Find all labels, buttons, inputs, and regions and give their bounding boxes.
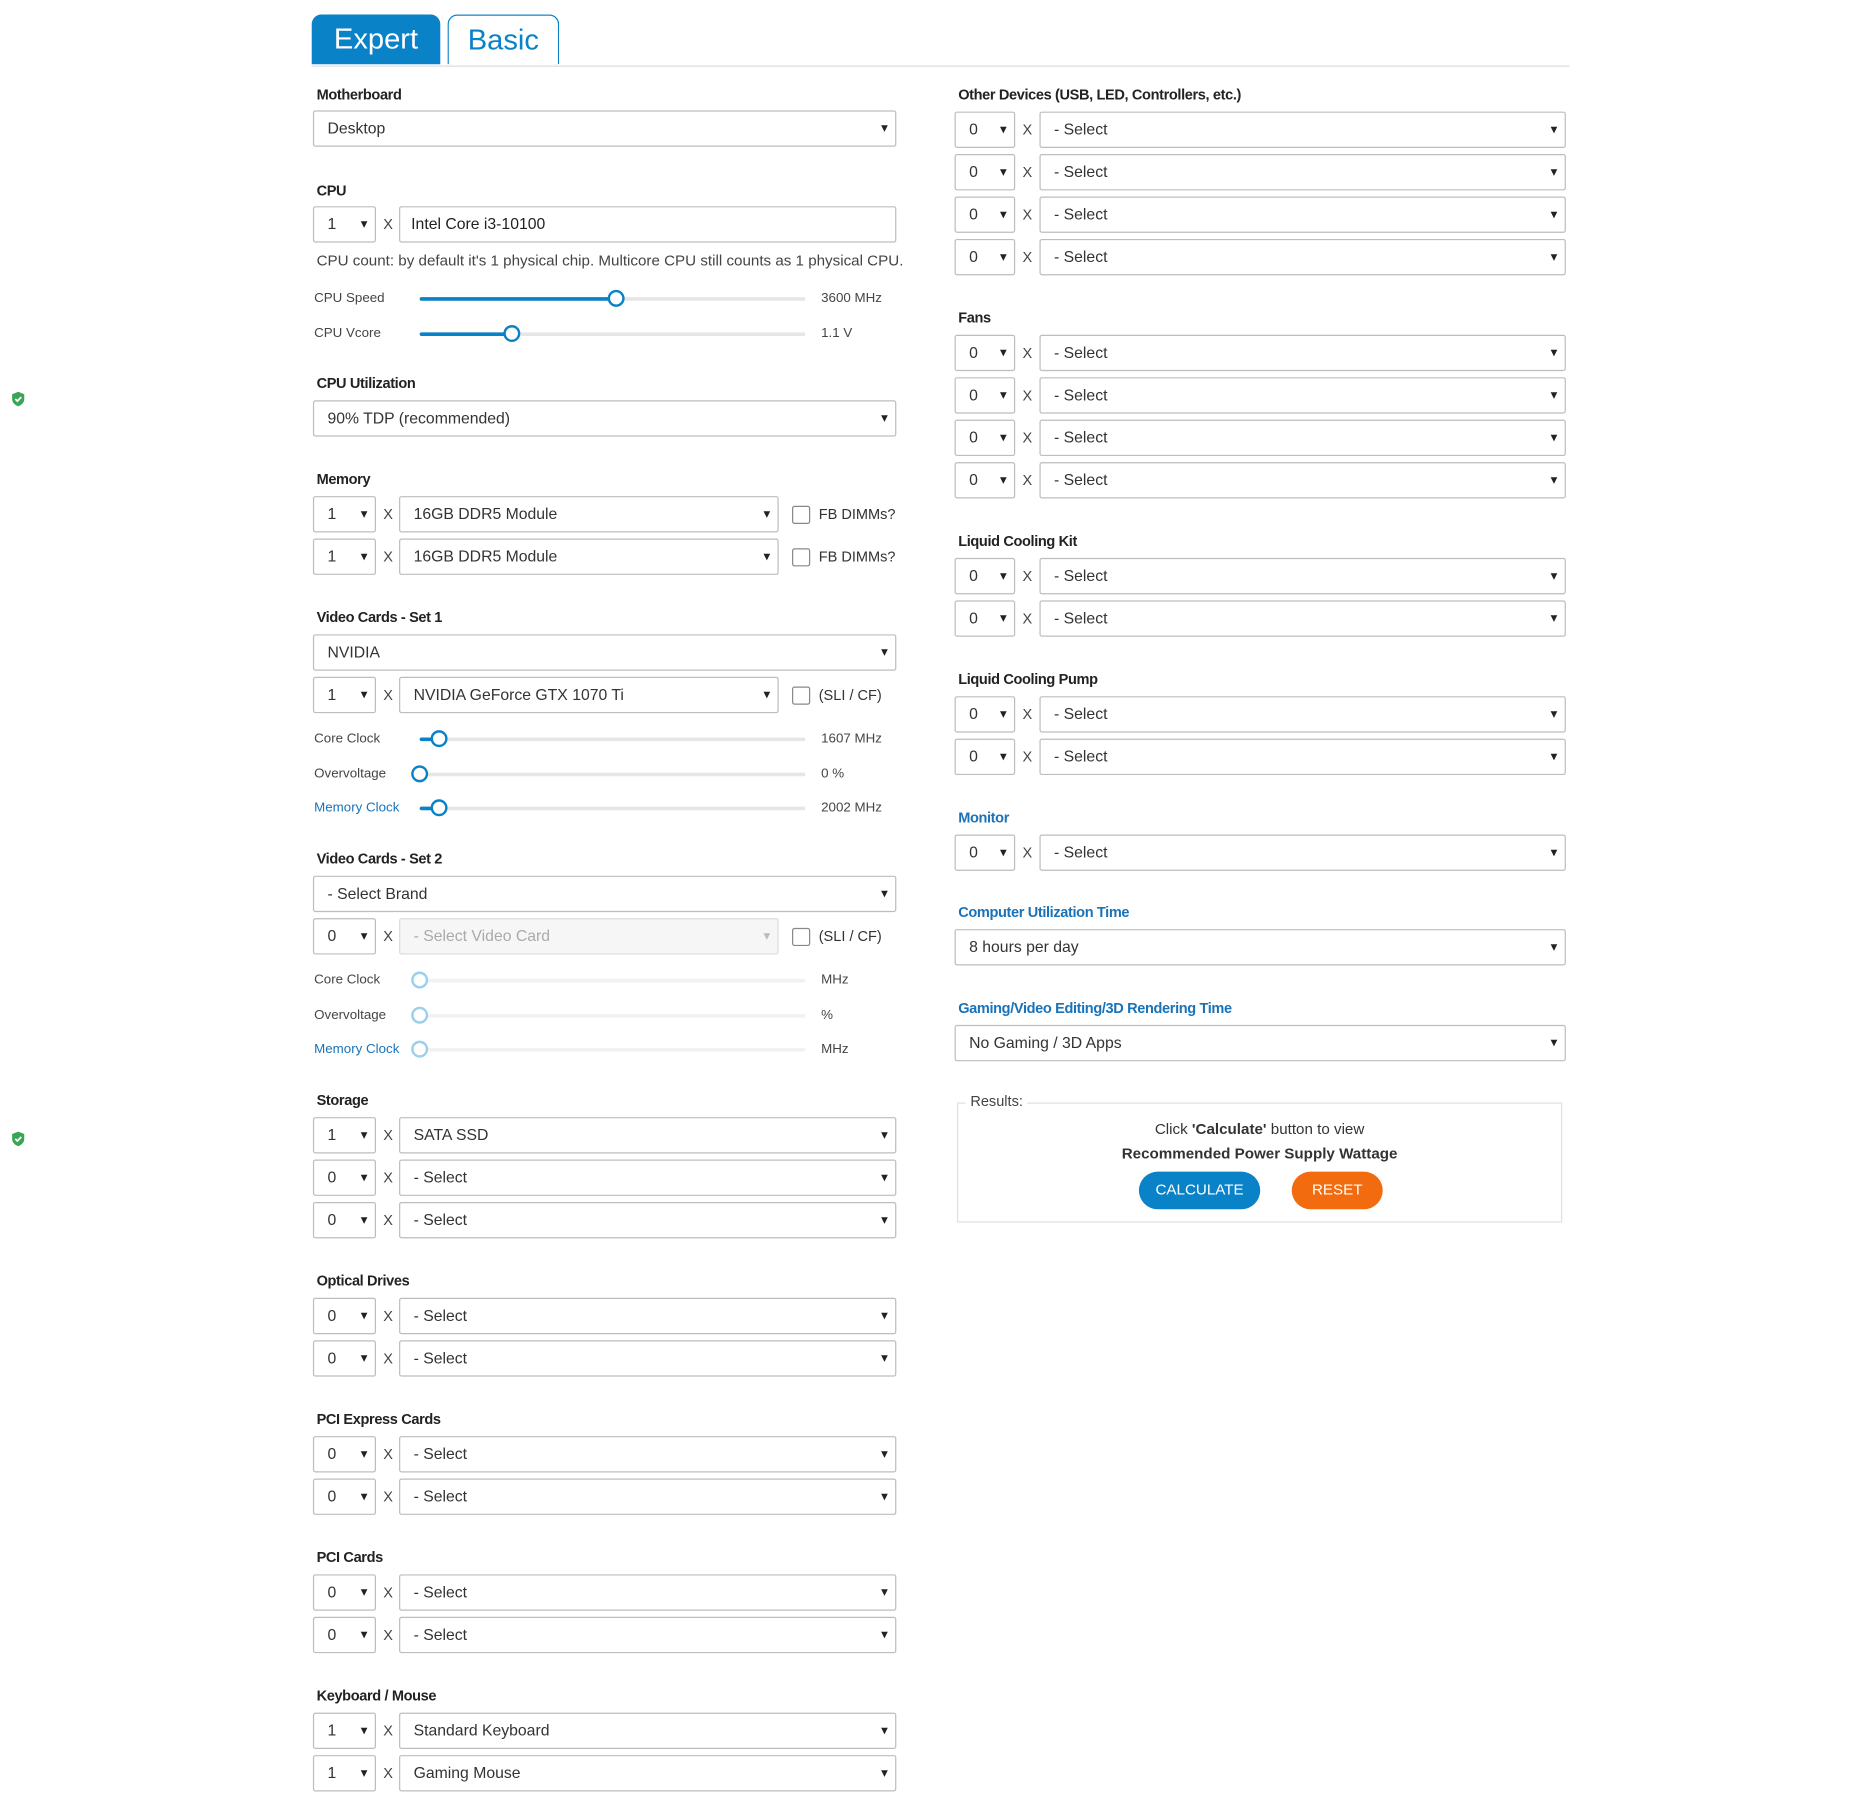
results-instruction (958, 1121, 1561, 1138)
lcp-count-select[interactable] (955, 739, 1016, 775)
fans-count-select[interactable] (955, 335, 1016, 371)
fans-item-value: - Select (1054, 470, 1108, 489)
sli-cf-checkbox[interactable] (792, 687, 810, 705)
fans-count-value: 0 (969, 470, 978, 489)
pcie-count-select[interactable] (313, 1436, 376, 1472)
other-count-value: 0 (969, 162, 978, 181)
lcp-count-value: 0 (969, 704, 978, 723)
pci-count-value: 0 (327, 1625, 337, 1644)
vc2-count-select[interactable] (313, 918, 376, 954)
calculate-button[interactable]: CALCULATE (1139, 1172, 1260, 1210)
chevron-down-icon: ▾ (999, 707, 1007, 722)
instruction-text: button to view (1266, 1120, 1365, 1138)
gaming-time-value: No Gaming / 3D Apps (969, 1033, 1122, 1052)
vc2-overvoltage-value: % (821, 1007, 833, 1023)
fans-count-select[interactable] (955, 377, 1016, 413)
optical-count-value: 0 (327, 1306, 337, 1325)
pci-count-select[interactable] (313, 1574, 376, 1610)
other-count-value: 0 (969, 247, 978, 266)
other-title: Other Devices (USB, LED, Controllers, etc.) (958, 86, 1242, 104)
chevron-down-icon: ▾ (1550, 568, 1558, 584)
optical-item-value: - Select (413, 1348, 468, 1367)
fans-item-value: - Select (1054, 385, 1108, 404)
times-sign: X (383, 548, 393, 566)
vc2-count-value: 0 (327, 926, 337, 945)
cpu-utilization-value: 90% TDP (recommended) (327, 408, 511, 427)
slider-handle[interactable] (608, 290, 625, 307)
vc2-brand-value: - Select Brand (327, 884, 428, 903)
fb-dimms-label: FB DIMMs? (818, 548, 896, 566)
pcie-count-value: 0 (327, 1444, 337, 1463)
mode-tabs (312, 15, 1570, 67)
pci-count-select[interactable] (313, 1617, 376, 1653)
fans-count-select[interactable] (955, 420, 1016, 456)
times-sign: X (1022, 386, 1033, 404)
fans-item-select[interactable] (1039, 377, 1565, 413)
motherboard-value: Desktop (327, 118, 386, 138)
lck-title: Liquid Cooling Kit (958, 532, 1077, 550)
times-sign: X (383, 1169, 393, 1187)
monitor-count-value: 0 (969, 842, 978, 862)
lck-item-select[interactable] (1039, 600, 1565, 636)
vc2-memory-clock-slider[interactable] (420, 1048, 806, 1052)
vc1-count-select[interactable] (313, 677, 376, 713)
memory-count-value: 1 (327, 547, 337, 566)
chevron-down-icon: ▾ (1550, 611, 1558, 626)
chevron-down-icon: ▾ (999, 164, 1007, 180)
chevron-down-icon: ▾ (881, 1170, 888, 1186)
chevron-down-icon: ▾ (881, 1627, 888, 1643)
memory-count-value: 1 (327, 504, 337, 523)
storage-count-select[interactable] (313, 1117, 376, 1153)
vc2-card-select (399, 918, 779, 954)
gaming-time-title: Gaming/Video Editing/3D Rendering Time (958, 999, 1232, 1017)
storage-item-select[interactable] (399, 1202, 896, 1238)
reset-button[interactable]: RESET (1292, 1172, 1383, 1210)
video-cards-set1-title: Video Cards - Set 1 (316, 608, 443, 626)
chevron-down-icon: ▾ (881, 1585, 888, 1600)
vc1-card-value: NVIDIA GeForce GTX 1070 Ti (413, 685, 624, 704)
cpu-utilization-title: CPU Utilization (316, 374, 416, 392)
chevron-down-icon: ▾ (360, 549, 368, 564)
chevron-down-icon: ▾ (360, 1446, 368, 1462)
memory-module-select[interactable] (399, 496, 779, 532)
chevron-down-icon: ▾ (360, 1170, 368, 1186)
lcp-title: Liquid Cooling Pump (958, 670, 1098, 688)
chevron-down-icon: ▾ (1550, 430, 1558, 446)
chevron-down-icon: ▾ (881, 1489, 888, 1504)
cpu-speed-value: 3600 MHz (821, 291, 882, 306)
chevron-down-icon: ▾ (1550, 249, 1558, 265)
times-sign: X (383, 1445, 393, 1463)
times-sign: X (383, 1307, 393, 1325)
lck-count-select[interactable] (955, 558, 1016, 594)
slider-handle[interactable] (504, 325, 521, 342)
chevron-down-icon: ▾ (881, 121, 888, 136)
chevron-down-icon: ▾ (360, 1723, 368, 1739)
fans-item-select[interactable] (1039, 420, 1565, 456)
times-sign: X (383, 1488, 393, 1506)
chevron-down-icon: ▾ (360, 1627, 368, 1643)
storage-count-select[interactable] (313, 1202, 376, 1238)
shield-check-icon (10, 1130, 27, 1147)
times-sign: X (383, 1626, 393, 1644)
other-count-select[interactable] (955, 239, 1016, 275)
fans-item-select[interactable] (1039, 335, 1565, 371)
memory-module-value: 16GB DDR5 Module (413, 504, 558, 523)
chevron-down-icon: ▾ (881, 1765, 888, 1781)
vc2-memory-clock-value: MHz (821, 1041, 849, 1057)
video-cards-set2-title: Video Cards - Set 2 (316, 850, 443, 868)
chevron-down-icon: ▾ (763, 687, 771, 703)
optical-item-value: - Select (413, 1306, 468, 1325)
optical-item-select[interactable] (399, 1340, 896, 1376)
fans-item-value: - Select (1054, 428, 1108, 447)
slider-handle[interactable] (411, 1007, 428, 1024)
pcie-title: PCI Express Cards (316, 1410, 441, 1428)
chevron-down-icon: ▾ (881, 886, 888, 902)
cpu-vcore-label: CPU Vcore (314, 326, 381, 341)
chevron-down-icon: ▾ (360, 1489, 368, 1504)
motherboard-select[interactable] (313, 110, 896, 146)
cpu-count-note: CPU count: by default it's 1 physical chip. Multicore CPU still counts as 1 physical CPU. (316, 252, 904, 270)
pci-item-value: - Select (413, 1582, 468, 1602)
lck-item-select[interactable] (1039, 558, 1565, 594)
monitor-item-value: - Select (1054, 842, 1108, 862)
tab-basic[interactable]: Basic (448, 15, 560, 65)
lck-count-value: 0 (969, 566, 978, 585)
pci-count-value: 0 (327, 1582, 337, 1602)
chevron-down-icon: ▾ (1550, 473, 1558, 488)
cpu-vcore-slider[interactable] (420, 332, 806, 336)
chevron-down-icon: ▾ (1550, 164, 1558, 180)
pcie-count-select[interactable] (313, 1479, 376, 1515)
lck-item-value: - Select (1054, 608, 1108, 628)
times-sign: X (383, 1584, 393, 1602)
chevron-down-icon: ▾ (360, 1585, 368, 1600)
chevron-down-icon: ▾ (999, 430, 1007, 446)
times-sign: X (383, 1126, 393, 1144)
times-sign: X (1022, 344, 1033, 362)
chevron-down-icon: ▾ (360, 506, 368, 522)
cpu-model-input[interactable]: Intel Core i3-10100 (399, 206, 896, 242)
chevron-down-icon: ▾ (881, 1212, 888, 1228)
memory-count-select[interactable] (313, 496, 376, 532)
utilization-time-value: 8 hours per day (969, 937, 1079, 956)
chevron-down-icon: ▾ (881, 645, 888, 660)
results-panel (957, 1092, 1562, 1223)
vc2-core-clock-slider[interactable] (420, 979, 806, 983)
chevron-down-icon: ▾ (999, 473, 1007, 488)
kbm-item-select[interactable] (399, 1755, 896, 1791)
kbm-count-value: 1 (327, 1721, 337, 1740)
chevron-down-icon: ▾ (999, 388, 1007, 403)
fb-dimms-label: FB DIMMs? (818, 505, 896, 523)
other-item-select[interactable] (1039, 196, 1565, 232)
vc2-memory-clock-label[interactable]: Memory Clock (314, 1041, 400, 1057)
chevron-down-icon: ▾ (999, 207, 1007, 222)
other-count-select[interactable] (955, 112, 1016, 148)
optical-title: Optical Drives (316, 1272, 410, 1290)
memory-module-value: 16GB DDR5 Module (413, 547, 558, 566)
times-sign: X (383, 686, 393, 704)
memory-count-select[interactable] (313, 539, 376, 575)
times-sign: X (1022, 248, 1033, 266)
times-sign: X (1022, 567, 1033, 585)
lck-count-select[interactable] (955, 600, 1016, 636)
storage-item-select[interactable] (399, 1117, 896, 1153)
vc2-card-value: - Select Video Card (413, 926, 551, 945)
kbm-count-select[interactable] (313, 1713, 376, 1749)
slider-handle[interactable] (411, 765, 428, 782)
optical-count-select[interactable] (313, 1340, 376, 1376)
chevron-down-icon: ▾ (881, 1351, 888, 1366)
times-sign: X (383, 505, 393, 523)
shield-check-icon (10, 391, 27, 408)
fans-title: Fans (958, 309, 991, 327)
chevron-down-icon: ▾ (360, 1212, 368, 1228)
memory-module-select[interactable] (399, 539, 779, 575)
chevron-down-icon: ▾ (999, 345, 1007, 361)
storage-item-value: - Select (413, 1210, 468, 1229)
times-sign: X (383, 927, 393, 945)
other-item-select[interactable] (1039, 112, 1565, 148)
times-sign: X (383, 1764, 393, 1782)
chevron-down-icon: ▾ (999, 611, 1007, 626)
monitor-count-select[interactable] (955, 834, 1016, 870)
chevron-down-icon: ▾ (1550, 1035, 1558, 1051)
kbm-count-value: 1 (327, 1763, 337, 1782)
vc2-core-clock-value: MHz (821, 972, 849, 988)
times-sign: X (383, 1211, 393, 1229)
times-sign: X (1022, 429, 1033, 447)
other-item-select[interactable] (1039, 154, 1565, 190)
results-heading: Recommended Power Supply Wattage (1121, 1144, 1398, 1162)
sli-cf-label: (SLI / CF) (818, 927, 882, 945)
chevron-down-icon: ▾ (763, 549, 771, 564)
cpu-utilization-select[interactable] (313, 400, 896, 436)
lcp-item-value: - Select (1054, 704, 1108, 723)
cpu-speed-label: CPU Speed (314, 291, 385, 306)
storage-title: Storage (316, 1091, 369, 1109)
vc1-overvoltage-value: 0 % (821, 766, 845, 782)
pcie-item-select[interactable] (399, 1436, 896, 1472)
vc1-count-value: 1 (327, 685, 337, 704)
chevron-down-icon: ▾ (360, 1765, 368, 1781)
lck-count-value: 0 (969, 608, 978, 628)
lcp-count-value: 0 (969, 747, 978, 766)
chevron-down-icon: ▾ (1550, 749, 1558, 765)
fans-count-value: 0 (969, 343, 978, 362)
pci-item-select[interactable] (399, 1617, 896, 1653)
vc1-overvoltage-label: Overvoltage (314, 766, 387, 782)
results-legend: Results: (965, 1093, 1027, 1110)
vc1-overvoltage-slider[interactable] (420, 773, 806, 777)
chevron-down-icon: ▾ (881, 1308, 888, 1324)
other-item-value: - Select (1054, 162, 1108, 181)
monitor-title: Monitor (958, 809, 1010, 826)
kbm-count-select[interactable] (313, 1755, 376, 1791)
vc2-brand-select[interactable] (313, 876, 896, 912)
chevron-down-icon: ▾ (1550, 345, 1558, 361)
cpu-speed-slider[interactable] (420, 297, 806, 301)
fb-dimms-checkbox[interactable] (792, 548, 810, 566)
slider-handle[interactable] (411, 972, 428, 989)
times-sign: X (1022, 748, 1033, 766)
times-sign: X (1022, 610, 1033, 628)
chevron-down-icon: ▾ (881, 1446, 888, 1462)
chevron-down-icon: ▾ (881, 1127, 888, 1143)
vc1-core-clock-value: 1607 MHz (821, 731, 882, 746)
storage-count-value: 0 (327, 1168, 337, 1187)
lcp-item-value: - Select (1054, 747, 1108, 766)
pci-item-value: - Select (413, 1625, 468, 1644)
storage-item-value: - Select (413, 1168, 468, 1187)
times-sign: X (383, 215, 393, 233)
times-sign: X (1022, 705, 1033, 723)
pcie-item-value: - Select (413, 1444, 468, 1463)
optical-item-select[interactable] (399, 1298, 896, 1334)
fans-item-value: - Select (1054, 343, 1108, 362)
chevron-down-icon: ▾ (999, 749, 1007, 765)
chevron-down-icon: ▾ (360, 929, 368, 944)
chevron-down-icon: ▾ (360, 1308, 368, 1324)
chevron-down-icon: ▾ (360, 1351, 368, 1366)
times-sign: X (1022, 844, 1033, 862)
times-sign: X (1022, 471, 1033, 489)
chevron-down-icon: ▾ (999, 568, 1007, 584)
vc1-memory-clock-slider[interactable] (420, 807, 806, 811)
chevron-down-icon: ▾ (1550, 707, 1558, 722)
storage-count-select[interactable] (313, 1160, 376, 1196)
kbm-title: Keyboard / Mouse (316, 1687, 437, 1705)
chevron-down-icon: ▾ (763, 506, 771, 522)
cpu-count-value: 1 (327, 214, 337, 233)
chevron-down-icon: ▾ (999, 122, 1007, 138)
cpu-title: CPU (316, 181, 347, 199)
optical-count-select[interactable] (313, 1298, 376, 1334)
gaming-time-select[interactable] (955, 1025, 1566, 1061)
other-count-select[interactable] (955, 196, 1016, 232)
kbm-item-value: Standard Keyboard (413, 1721, 550, 1740)
fans-count-value: 0 (969, 428, 978, 447)
lcp-item-select[interactable] (1039, 696, 1565, 732)
vc1-core-clock-label: Core Clock (314, 731, 381, 746)
chevron-down-icon: ▾ (1550, 207, 1558, 222)
storage-item-value: SATA SSD (413, 1125, 489, 1144)
fans-count-select[interactable] (955, 462, 1016, 498)
other-item-select[interactable] (1039, 239, 1565, 275)
pcie-item-select[interactable] (399, 1479, 896, 1515)
vc1-brand-value: NVIDIA (327, 642, 381, 662)
instruction-bold: 'Calculate' (1191, 1120, 1267, 1138)
other-item-value: - Select (1054, 120, 1108, 139)
other-item-value: - Select (1054, 204, 1108, 224)
times-sign: X (383, 1349, 393, 1367)
utilization-time-title: Computer Utilization Time (958, 903, 1130, 921)
cpu-vcore-value: 1.1 V (821, 326, 853, 341)
times-sign: X (383, 1722, 393, 1740)
sli-cf-checkbox[interactable] (792, 928, 810, 946)
monitor-item-select[interactable] (1039, 834, 1565, 870)
utilization-time-select[interactable] (955, 929, 1566, 965)
chevron-down-icon: ▾ (1550, 939, 1558, 955)
cpu-count-select[interactable] (313, 206, 376, 242)
memory-title: Memory (316, 470, 371, 488)
chevron-down-icon: ▾ (881, 411, 888, 426)
pci-title: PCI Cards (316, 1548, 383, 1566)
slider-handle[interactable] (411, 1041, 428, 1058)
fans-count-value: 0 (969, 385, 978, 404)
other-item-value: - Select (1054, 247, 1108, 266)
chevron-down-icon: ▾ (763, 929, 771, 944)
vc1-brand-select[interactable] (313, 634, 896, 670)
kbm-item-select[interactable] (399, 1713, 896, 1749)
optical-count-value: 0 (327, 1348, 337, 1367)
vc1-memory-clock-value: 2002 MHz (821, 800, 882, 816)
chevron-down-icon: ▾ (999, 249, 1007, 265)
instruction-text: Click (1154, 1120, 1192, 1138)
chevron-down-icon: ▾ (1550, 845, 1558, 860)
fb-dimms-checkbox[interactable] (792, 506, 810, 524)
lcp-item-select[interactable] (1039, 739, 1565, 775)
motherboard-title: Motherboard (316, 86, 402, 104)
pcie-item-value: - Select (413, 1487, 468, 1506)
slider-handle[interactable] (430, 799, 447, 816)
storage-count-value: 1 (327, 1125, 337, 1144)
other-count-value: 0 (969, 204, 978, 224)
times-sign: X (1022, 206, 1033, 224)
vc1-memory-clock-label[interactable]: Memory Clock (314, 800, 400, 816)
lcp-count-select[interactable] (955, 696, 1016, 732)
chevron-down-icon: ▾ (999, 845, 1007, 860)
pcie-count-value: 0 (327, 1487, 337, 1506)
storage-count-value: 0 (327, 1210, 337, 1229)
vc2-core-clock-label: Core Clock (314, 972, 381, 988)
pci-item-select[interactable] (399, 1574, 896, 1610)
chevron-down-icon: ▾ (360, 687, 368, 703)
kbm-item-value: Gaming Mouse (413, 1763, 521, 1782)
tab-expert[interactable]: Expert (312, 15, 441, 65)
vc1-card-select[interactable] (399, 677, 779, 713)
chevron-down-icon: ▾ (1550, 388, 1558, 403)
fans-item-select[interactable] (1039, 462, 1565, 498)
slider-handle[interactable] (430, 730, 447, 747)
other-count-select[interactable] (955, 154, 1016, 190)
vc2-overvoltage-slider[interactable] (420, 1014, 806, 1018)
chevron-down-icon: ▾ (360, 217, 368, 232)
other-count-value: 0 (969, 120, 978, 139)
chevron-down-icon: ▾ (881, 1723, 888, 1739)
chevron-down-icon: ▾ (1550, 122, 1558, 138)
sli-cf-label: (SLI / CF) (818, 686, 882, 704)
times-sign: X (1022, 121, 1033, 139)
vc1-core-clock-slider[interactable] (420, 737, 806, 741)
storage-item-select[interactable] (399, 1160, 896, 1196)
chevron-down-icon: ▾ (360, 1127, 368, 1143)
vc2-overvoltage-label: Overvoltage (314, 1007, 387, 1023)
lck-item-value: - Select (1054, 566, 1108, 585)
times-sign: X (1022, 163, 1033, 181)
